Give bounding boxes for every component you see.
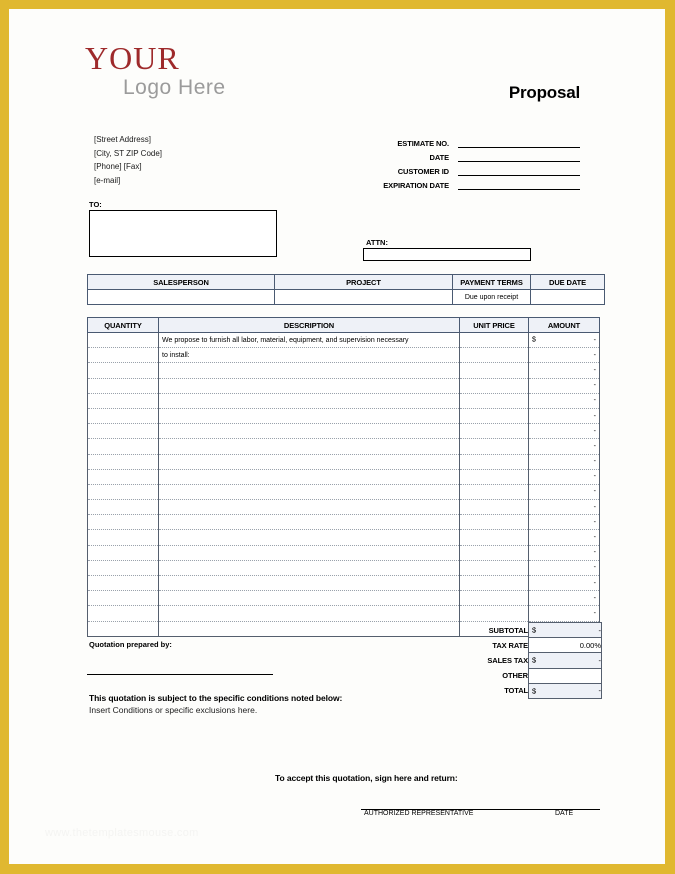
table-row	[88, 408, 600, 423]
attn-input[interactable]	[363, 248, 531, 261]
amount-value: -	[593, 412, 596, 420]
cell-quantity[interactable]	[88, 333, 159, 348]
currency-symbol: $	[532, 625, 537, 635]
field-customer-id	[340, 163, 580, 176]
totals-row	[450, 683, 602, 698]
cell-unit-price[interactable]	[460, 408, 529, 423]
cell-unit-price[interactable]	[460, 515, 529, 530]
authorized-representative-label: AUTHORIZED REPRESENTATIVE	[364, 810, 474, 817]
field-estimate-no	[340, 135, 580, 148]
cell-description[interactable]	[159, 484, 460, 499]
cell-description[interactable]	[159, 378, 460, 393]
table-row	[88, 333, 600, 348]
amount-value: -	[593, 336, 596, 344]
table-row	[88, 560, 600, 575]
cell-amount[interactable]	[529, 333, 600, 348]
cell-quantity[interactable]	[88, 576, 159, 591]
to-label: TO:	[89, 200, 102, 209]
cell-due-date[interactable]	[531, 290, 605, 305]
table-row	[88, 484, 600, 499]
cell-quantity[interactable]	[88, 591, 159, 606]
column-header-unit-price: UNIT PRICE	[460, 318, 529, 333]
field-date	[340, 149, 580, 162]
cell-quantity[interactable]	[88, 378, 159, 393]
conditions-title: This quotation is subject to the specific conditions noted below:	[89, 693, 343, 703]
cell-quantity[interactable]	[88, 454, 159, 469]
column-header-amount: AMOUNT	[529, 318, 600, 333]
totals-value-cell[interactable]	[529, 668, 602, 683]
field-expiration-date-input[interactable]	[458, 178, 580, 190]
cell-description[interactable]	[159, 469, 460, 484]
attn-label: ATTN:	[366, 238, 388, 247]
table-row	[88, 469, 600, 484]
table-row	[88, 348, 600, 363]
cell-description[interactable]	[159, 545, 460, 560]
table-row	[88, 500, 600, 515]
cell-quantity[interactable]	[88, 484, 159, 499]
cell-amount[interactable]	[529, 530, 600, 545]
cell-description[interactable]	[159, 363, 460, 378]
column-header-salesperson: SALESPERSON	[88, 275, 275, 290]
totals-row	[450, 668, 602, 683]
cell-quantity[interactable]	[88, 545, 159, 560]
amount-value: -	[593, 503, 596, 511]
cell-amount[interactable]	[529, 515, 600, 530]
table-row	[88, 439, 600, 454]
cell-description[interactable]	[159, 606, 460, 621]
table-row	[88, 530, 600, 545]
cell-quantity[interactable]	[88, 515, 159, 530]
cell-unit-price[interactable]	[460, 333, 529, 348]
page-title: Proposal	[508, 83, 580, 102]
cell-description[interactable]: to install:	[159, 348, 460, 363]
acceptance-date-label: DATE	[555, 810, 574, 817]
conditions-body: Insert Conditions or specific exclusions here.	[89, 705, 258, 715]
cell-description[interactable]: We propose to furnish all labor, material, equipment, and supervision necessary	[159, 333, 460, 348]
cell-quantity[interactable]	[88, 469, 159, 484]
amount-value: -	[593, 473, 596, 481]
column-header-project: PROJECT	[275, 275, 453, 290]
cell-amount[interactable]	[529, 545, 600, 560]
table-row	[88, 591, 600, 606]
totals-label: OTHER	[502, 671, 528, 681]
cell-unit-price[interactable]	[460, 484, 529, 499]
cell-description[interactable]	[159, 393, 460, 408]
totals-row	[450, 653, 602, 668]
cell-description[interactable]	[159, 621, 460, 636]
table-row	[88, 545, 600, 560]
cell-amount[interactable]	[529, 363, 600, 378]
cell-amount[interactable]	[529, 576, 600, 591]
table-row	[88, 606, 600, 621]
acceptance-title: To accept this quotation, sign here and return:	[275, 773, 458, 783]
totals-value-cell[interactable]	[529, 623, 602, 638]
column-header-description: DESCRIPTION	[159, 318, 460, 333]
amount-value: -	[593, 564, 596, 572]
cell-unit-price[interactable]	[460, 424, 529, 439]
prepared-by-signature-line[interactable]	[87, 674, 273, 675]
cell-unit-price[interactable]	[460, 500, 529, 515]
cell-quantity[interactable]	[88, 424, 159, 439]
column-header-payment-terms: PAYMENT TERMS	[453, 275, 531, 290]
cell-unit-price[interactable]	[460, 530, 529, 545]
amount-value: -	[593, 397, 596, 405]
amount-value: -	[593, 518, 596, 526]
address-email: [e-mail]	[94, 175, 121, 185]
cell-quantity[interactable]	[88, 363, 159, 378]
cell-quantity[interactable]	[88, 393, 159, 408]
logo-line-secondary: Logo Here	[123, 76, 226, 99]
cell-amount[interactable]	[529, 484, 600, 499]
company-address	[94, 133, 162, 187]
table-header-row	[88, 275, 605, 290]
cell-amount[interactable]	[529, 408, 600, 423]
cell-unit-price[interactable]	[460, 606, 529, 621]
address-street: [Street Address]	[94, 135, 151, 144]
cell-description[interactable]	[159, 408, 460, 423]
cell-description[interactable]	[159, 515, 460, 530]
totals-row	[450, 623, 602, 638]
cell-description[interactable]	[159, 560, 460, 575]
cell-unit-price[interactable]	[460, 469, 529, 484]
cell-description[interactable]	[159, 439, 460, 454]
line-items-table	[87, 317, 600, 637]
table-header-row	[88, 318, 600, 333]
cell-amount[interactable]	[529, 424, 600, 439]
cell-amount[interactable]	[529, 606, 600, 621]
cell-amount[interactable]	[529, 591, 600, 606]
prepared-by-label: Quotation prepared by:	[89, 640, 172, 649]
cell-quantity[interactable]	[88, 348, 159, 363]
currency-symbol: $	[532, 686, 537, 696]
totals-label: SUBTOTAL	[488, 625, 528, 635]
column-header-due-date: DUE DATE	[531, 275, 605, 290]
amount-value: -	[593, 442, 596, 450]
estimate-header-fields	[340, 135, 580, 191]
currency-symbol: $	[532, 336, 536, 344]
field-customer-id-input[interactable]	[458, 164, 580, 176]
cell-amount[interactable]	[529, 500, 600, 515]
cell-description[interactable]	[159, 530, 460, 545]
cell-unit-price[interactable]	[460, 454, 529, 469]
amount-value: -	[593, 534, 596, 542]
field-expiration-date-label: EXPIRATION DATE	[383, 181, 449, 190]
table-row	[88, 363, 600, 378]
cell-quantity[interactable]	[88, 408, 159, 423]
order-info-table	[87, 274, 605, 305]
totals-value: -	[598, 655, 601, 665]
totals-label: TAX RATE	[492, 640, 528, 650]
amount-value: -	[593, 594, 596, 602]
totals-value-cell[interactable]	[529, 653, 602, 668]
cell-project[interactable]	[275, 290, 453, 305]
cell-unit-price[interactable]	[460, 378, 529, 393]
watermark: www.thetemplatesmouse.com	[45, 827, 199, 839]
totals-table	[450, 622, 602, 699]
cell-quantity[interactable]	[88, 500, 159, 515]
totals-label: TOTAL	[504, 686, 528, 696]
totals-value-cell[interactable]	[529, 638, 602, 653]
table-row	[88, 290, 605, 305]
table-row	[88, 576, 600, 591]
cell-salesperson[interactable]	[88, 290, 275, 305]
cell-quantity[interactable]	[88, 530, 159, 545]
address-city: [City, ST ZIP Code]	[94, 148, 163, 158]
amount-value: -	[593, 549, 596, 557]
amount-value: -	[593, 488, 596, 496]
line-items-body	[88, 333, 600, 637]
amount-value: -	[593, 458, 596, 466]
cell-unit-price[interactable]	[460, 393, 529, 408]
totals-value: -	[598, 686, 601, 696]
amount-value: -	[593, 579, 596, 587]
field-date-label: DATE	[429, 153, 449, 162]
cell-description[interactable]	[159, 500, 460, 515]
company-logo	[85, 42, 315, 98]
field-customer-id-label: CUSTOMER ID	[397, 167, 449, 176]
cell-amount[interactable]	[529, 393, 600, 408]
amount-value: -	[593, 427, 596, 435]
cell-amount[interactable]	[529, 378, 600, 393]
cell-unit-price[interactable]	[460, 439, 529, 454]
column-header-quantity: QUANTITY	[88, 318, 159, 333]
logo-line-primary: YOUR	[85, 40, 180, 76]
cell-description[interactable]	[159, 424, 460, 439]
table-row	[88, 424, 600, 439]
cell-payment-terms[interactable]: Due upon receipt	[453, 290, 531, 305]
field-date-input[interactable]	[458, 150, 580, 162]
cell-amount[interactable]	[529, 439, 600, 454]
table-row	[88, 393, 600, 408]
amount-value: -	[593, 366, 596, 374]
amount-value: -	[593, 382, 596, 390]
cell-quantity[interactable]	[88, 560, 159, 575]
cell-unit-price[interactable]	[460, 591, 529, 606]
document-sheet	[9, 9, 665, 864]
field-estimate-no-label: ESTIMATE NO.	[397, 139, 449, 148]
cell-quantity[interactable]	[88, 439, 159, 454]
address-phone: [Phone] [Fax]	[94, 162, 142, 171]
cell-unit-price[interactable]	[460, 363, 529, 378]
table-row	[88, 515, 600, 530]
currency-symbol: $	[532, 655, 537, 665]
table-row	[88, 378, 600, 393]
to-input[interactable]	[89, 210, 277, 257]
cell-quantity[interactable]	[88, 606, 159, 621]
cell-amount[interactable]	[529, 560, 600, 575]
field-expiration-date	[340, 177, 580, 190]
table-row	[88, 454, 600, 469]
amount-value: -	[593, 351, 596, 359]
cell-unit-price[interactable]	[460, 560, 529, 575]
cell-description[interactable]	[159, 576, 460, 591]
field-estimate-no-input[interactable]	[458, 136, 580, 148]
cell-amount[interactable]	[529, 454, 600, 469]
cell-description[interactable]	[159, 454, 460, 469]
amount-value: -	[593, 609, 596, 617]
cell-unit-price[interactable]	[460, 576, 529, 591]
cell-amount[interactable]	[529, 469, 600, 484]
cell-quantity[interactable]	[88, 621, 159, 636]
cell-unit-price[interactable]	[460, 545, 529, 560]
totals-value: 0.00%	[579, 640, 601, 650]
cell-amount[interactable]	[529, 348, 600, 363]
totals-row	[450, 638, 602, 653]
totals-value: -	[598, 625, 601, 635]
cell-unit-price[interactable]	[460, 348, 529, 363]
totals-value-cell[interactable]	[529, 683, 602, 698]
totals-label: SALES TAX	[487, 655, 528, 665]
cell-description[interactable]	[159, 591, 460, 606]
